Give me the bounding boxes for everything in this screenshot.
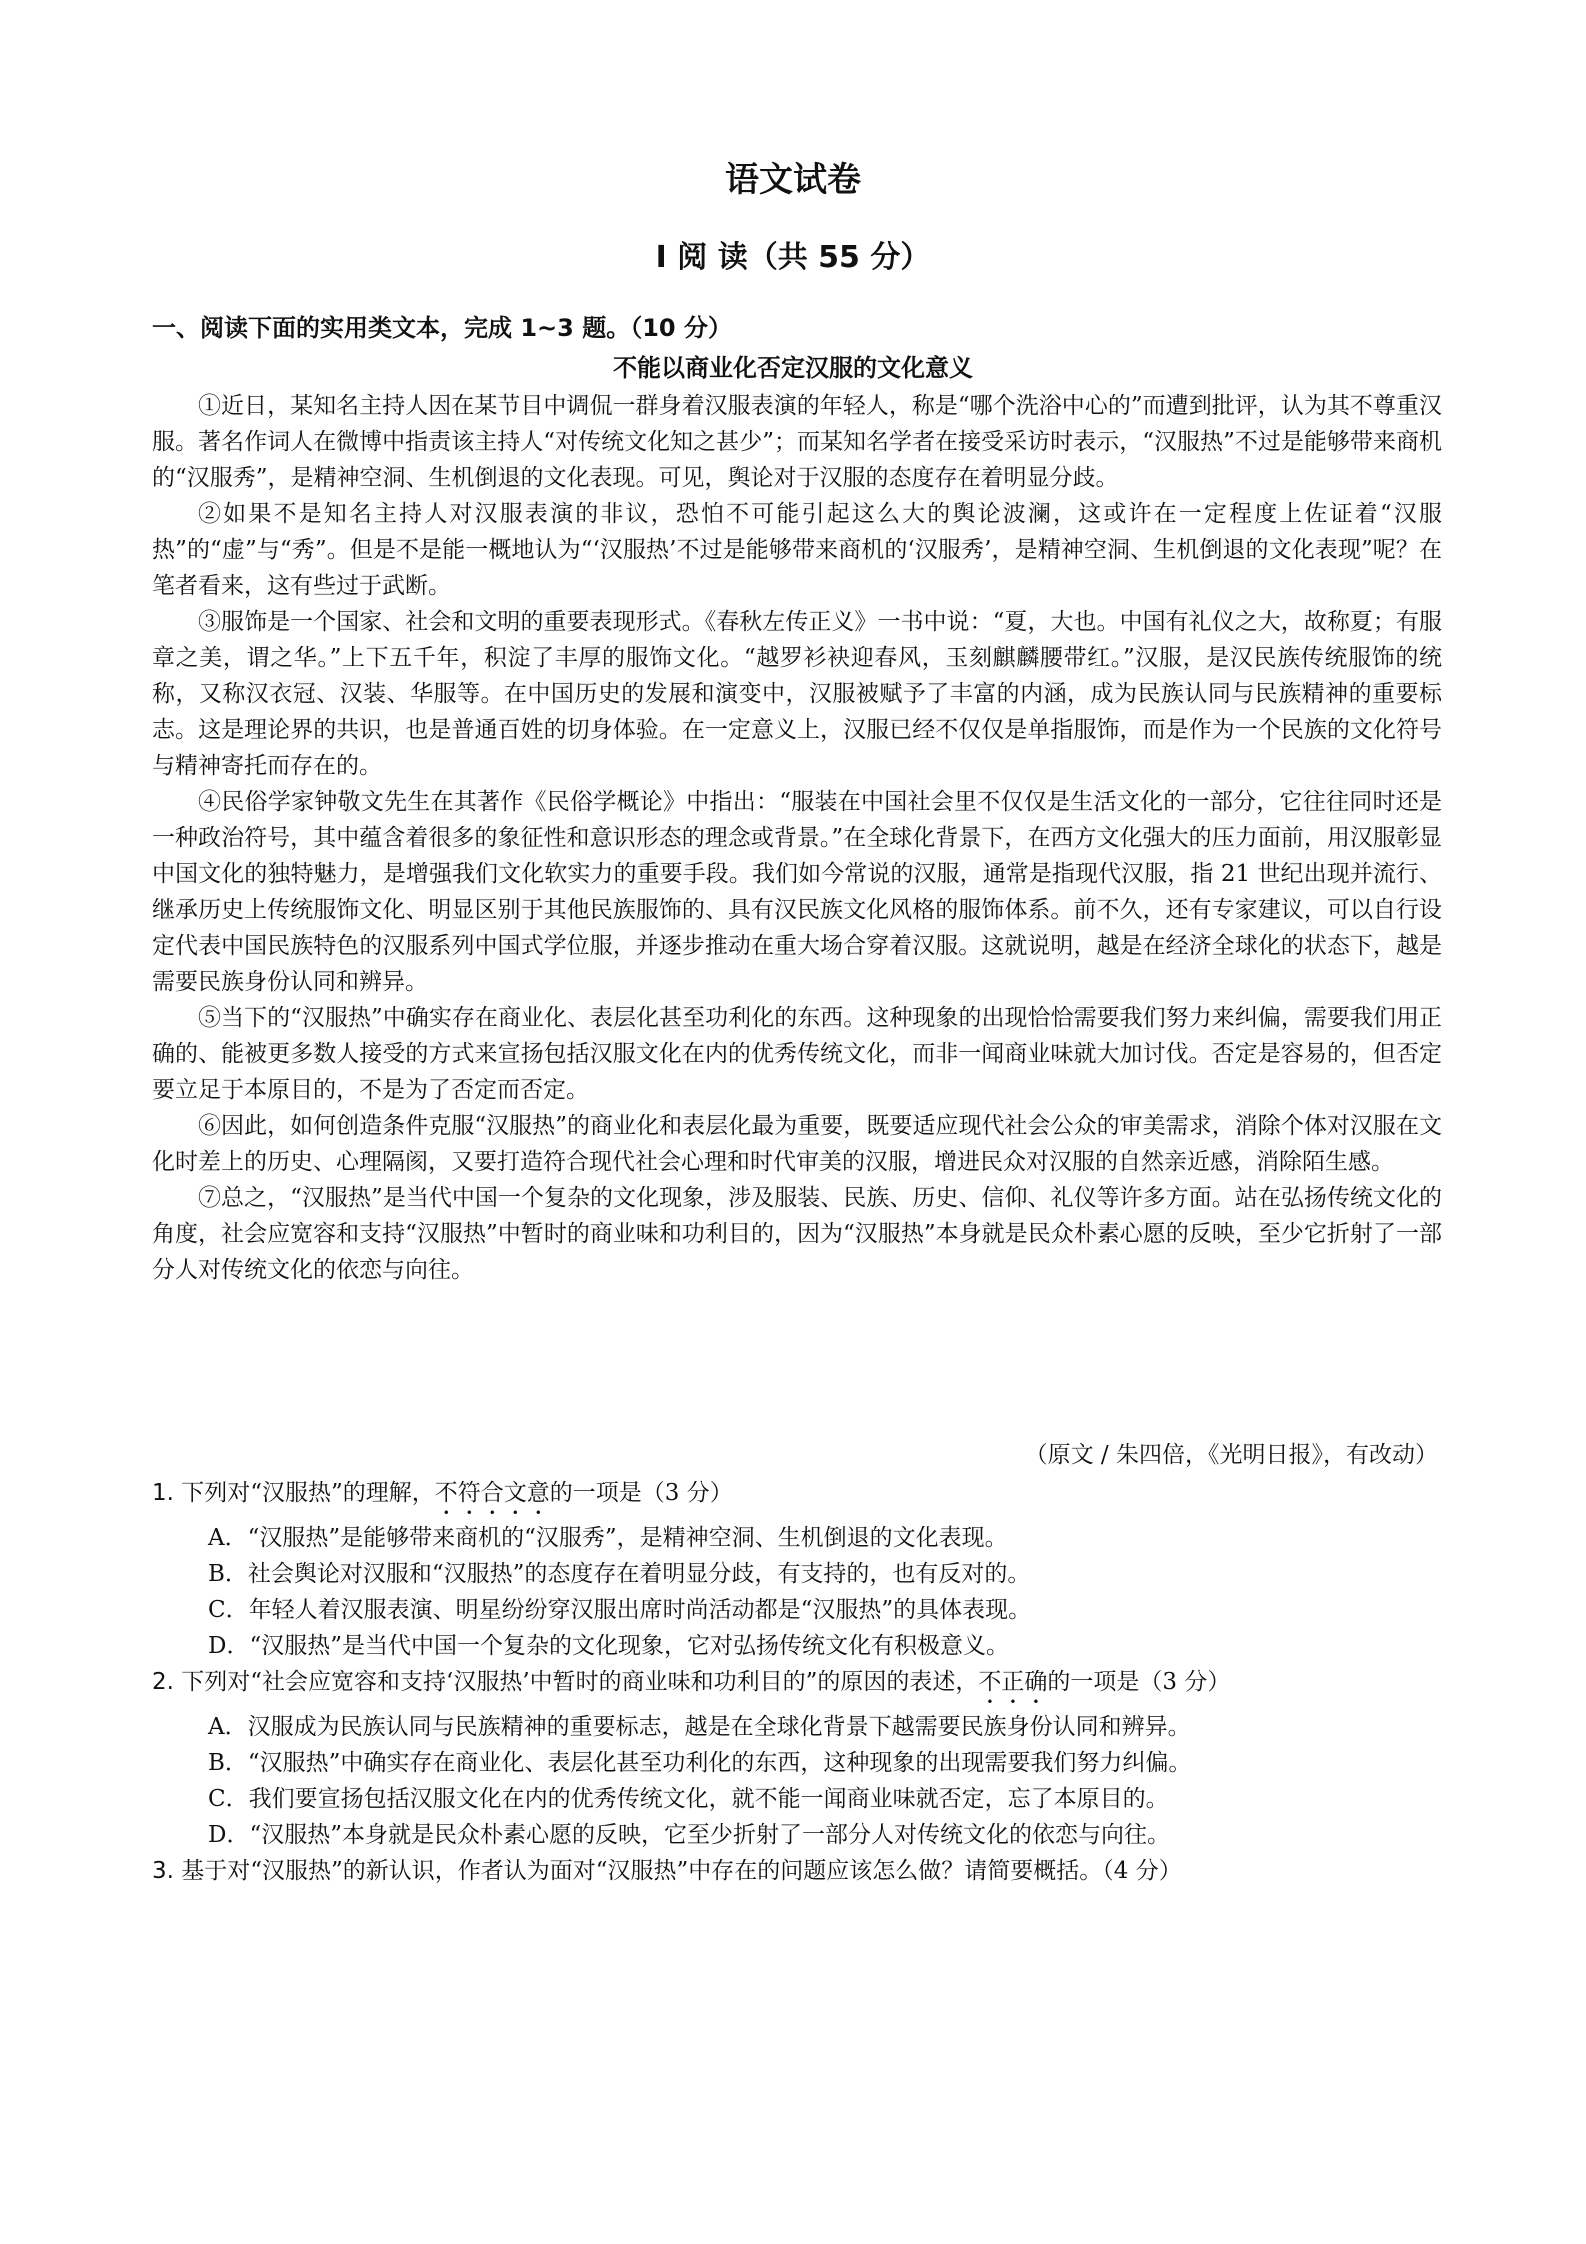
option-a: A．汉服成为民族认同与民族精神的重要标志，越是在全球化背景下越需要民族身份认同和辨异。 <box>208 1714 1191 1740</box>
question-3 <box>152 1853 1442 1889</box>
question-number: 1. <box>152 1480 174 1506</box>
section-heading: 一、阅读下面的实用类文本，完成 1~3 题。（10 分） <box>152 314 732 342</box>
page-title: 语文试卷 <box>725 160 861 200</box>
option-b: B．社会舆论对汉服和“汉服热”的态度存在着明显分歧，有支持的，也有反对的。 <box>208 1561 1031 1587</box>
part-title: Ⅰ 阅 读（共 55 分） <box>655 240 931 275</box>
question-stem <box>152 1664 1442 1709</box>
question-stem-text: 下列对“社会应宽容和支持‘汉服热’中暂时的商业味和功利目的”的原因的表述， <box>173 1669 979 1695</box>
article-paragraph: ⑥因此，如何创造条件克服“汉服热”的商业化和表层化最为重要，既要适应现代社会公众的审美需求，消除个体对汉服在文化时差上的历史、心理隔阂，又要打造符合现代社会心理和时代审美的汉服，增进民众对汉服的自然亲近感，消除陌生感。 <box>152 1113 1442 1175</box>
article-title: 不能以商业化否定汉服的文化意义 <box>613 354 973 382</box>
article-paragraph: ⑦总之，“汉服热”是当代中国一个复杂的文化现象，涉及服装、民族、历史、信仰、礼仪等许多方面。站在弘扬传统文化的角度，社会应宽容和支持“汉服热”中暂时的商业味和功利目的，因为“汉服热”本身就是民众朴素心愿的反映，至少它折射了一部分人对传统文化的依恋与向往。 <box>152 1185 1442 1283</box>
question-stem <box>152 1853 1442 1889</box>
question-stem <box>152 1475 1442 1520</box>
question-list <box>152 1475 1442 1889</box>
question-stem-text: 的一项是（3 分） <box>549 1480 733 1506</box>
article-paragraph: ②如果不是知名主持人对汉服表演的非议，恐怕不可能引起这么大的舆论波澜，这或许在一定程度上佐证着“汉服热”的“虚”与“秀”。但是不是能一概地认为“‘汉服热’不过是能够带来商机的‘汉服秀’，是精神空洞、生机倒退的文化表现”呢？在笔者看来，这有些过于武断。 <box>152 501 1442 599</box>
question-stem-text: 的一项是（3 分） <box>1047 1669 1231 1695</box>
question-stem-text: 下列对“汉服热”的理解， <box>173 1480 435 1506</box>
article-source: （原文 / 朱四倍，《光明日报》，有改动） <box>1024 1442 1438 1468</box>
emphasized-text: 不正确 <box>978 1669 1048 1695</box>
option-c: C．我们要宣扬包括汉服文化在内的优秀传统文化，就不能一闻商业味就否定，忘了本原目的。 <box>208 1786 1169 1812</box>
article-paragraph: ④民俗学家钟敬文先生在其著作《民俗学概论》中指出：“服装在中国社会里不仅仅是生活文化的一部分，它往往同时还是一种政治符号，其中蕴含着很多的象征性和意识形态的理念或背景。”在全球化背景下，在西方文化强大的压力面前，用汉服彰显中国文化的独特魅力，是增强我们文化软实力的重要手段。我们如今常说的汉服，通常是指现代汉服，指 21 世纪出现并流行、继承历史上传统服饰文化、明显区别于其他民族服饰的、具有汉民族文化风格的服饰体系。前不久，还有专家建议，可以自行设定代表中国民族特色的汉服系列中国式学位服，并逐步推动在重大场合穿着汉服。这就说明，越是在经济全球化的状态下，越是需要民族身份认同和辨异。 <box>152 789 1442 995</box>
article-paragraph: ③服饰是一个国家、社会和文明的重要表现形式。《春秋左传正义》一书中说：“夏，大也。中国有礼仪之大，故称夏；有服章之美，谓之华。”上下五千年，积淀了丰厚的服饰文化。“越罗衫袂迎春风，玉刻麒麟腰带红。”汉服，是汉民族传统服饰的统称，又称汉衣冠、汉装、华服等。在中国历史的发展和演变中，汉服被赋予了丰富的内涵，成为民族认同与民族精神的重要标志。这是理论界的共识，也是普通百姓的切身体验。在一定意义上，汉服已经不仅仅是单指服饰，而是作为一个民族的文化符号与精神寄托而存在的。 <box>152 609 1442 779</box>
option-b: B．“汉服热”中确实存在商业化、表层化甚至功利化的东西，这种现象的出现需要我们努力纠偏。 <box>208 1750 1192 1776</box>
option-d: D．“汉服热”是当代中国一个复杂的文化现象，它对弘扬传统文化有积极意义。 <box>208 1633 1009 1659</box>
option-a: A．“汉服热”是能够带来商机的“汉服秀”，是精神空洞、生机倒退的文化表现。 <box>208 1525 1008 1551</box>
option-c: C．年轻人着汉服表演、明星纷纷穿汉服出席时尚活动都是“汉服热”的具体表现。 <box>208 1597 1032 1623</box>
article-body <box>152 388 1442 1288</box>
question-1 <box>152 1475 1442 1664</box>
article-paragraph: ⑤当下的“汉服热”中确实存在商业化、表层化甚至功利化的东西。这种现象的出现恰恰需要我们努力来纠偏，需要我们用正确的、能被更多数人接受的方式来宣扬包括汉服文化在内的优秀传统文化，而非一闻商业味就大加讨伐。否定是容易的，但否定要立足于本原目的，不是为了否定而否定。 <box>152 1005 1442 1103</box>
option-d: D．“汉服热”本身就是民众朴素心愿的反映，它至少折射了一部分人对传统文化的依恋与向往。 <box>208 1822 1170 1848</box>
question-stem-text: 基于对“汉服热”的新认识，作者认为面对“汉服热”中存在的问题应该怎么做？请简要概括。（4 分） <box>173 1858 1182 1884</box>
emphasized-text: 不符合文意 <box>434 1480 550 1506</box>
question-number: 2. <box>152 1669 174 1695</box>
question-2 <box>152 1664 1442 1853</box>
question-number: 3. <box>152 1858 174 1884</box>
article-paragraph: ①近日，某知名主持人因在某节目中调侃一群身着汉服表演的年轻人，称是“哪个洗浴中心的”而遭到批评，认为其不尊重汉服。著名作词人在微博中指责该主持人“对传统文化知之甚少”；而某知名学者在接受采访时表示，“汉服热”不过是能够带来商机的“汉服秀”，是精神空洞、生机倒退的文化表现。可见，舆论对于汉服的态度存在着明显分歧。 <box>152 393 1442 491</box>
